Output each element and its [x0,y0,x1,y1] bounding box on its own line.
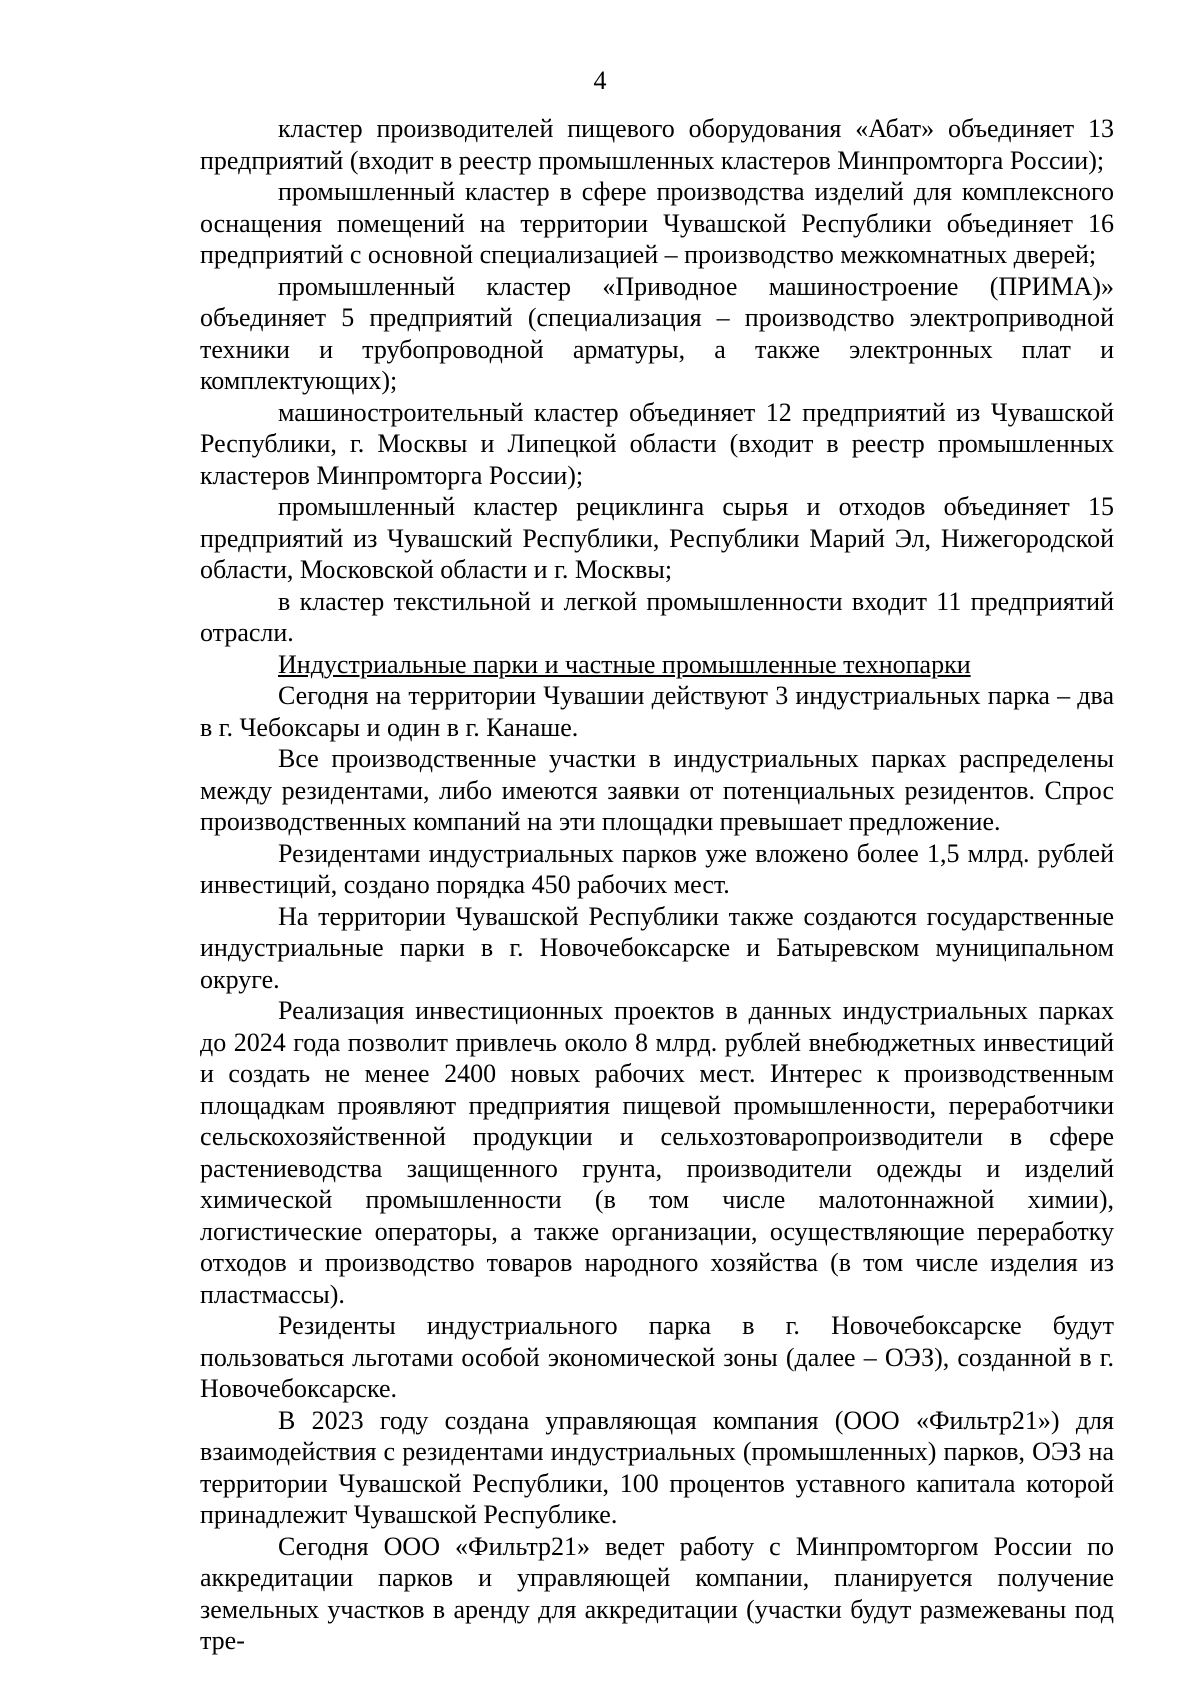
section-heading [200,649,1114,681]
paragraph-cluster-prima: промышленный кластер «Приводное машиностроение (ПРИМА)» объединяет 5 предприятий (специализация – производство электроприводной техники и трубопроводной арматуры, а также электронных плат и комплектующих); [200,271,1114,395]
paragraph-parks-investments: Резидентами индустриальных парков уже вложено более 1,5 млрд. рублей инвестиций, создано порядка 450 рабочих мест. [200,838,1114,899]
paragraph-oez-benefits: Резиденты индустриального парка в г. Новочебоксарске будут пользоваться льготами особой экономической зоны (далее – ОЭЗ), созданной в г. Новочебоксарске. [200,1311,1114,1403]
section-heading-text: Индустриальные парки и частные промышленные технопарки [278,649,971,679]
paragraph-management-company: В 2023 году создана управляющая компания (ООО «Фильтр21») для взаимодействия с резидентами индустриальных (промышленных) парков, ОЭЗ на территории Чувашской Республики, 100 процентов уставного капитала которой принадлежит Чувашской Республике. [200,1405,1114,1529]
paragraph-parks-residents: Все производственные участки в индустриальных парках распределены между резидентами, либо имеются заявки от потенциальных резидентов. Спрос производственных компаний на эти площадки превышает предложение. [200,744,1114,836]
paragraph-cluster-abat: кластер производителей пищевого оборудования «Абат» объединяет 13 предприятий (входит в реестр промышленных кластеров Минпромторга России); [200,114,1114,175]
paragraph-parks-count: Сегодня на территории Чувашии действуют 3 индустриальных парка – два в г. Чебоксары и один в г. Канаше. [200,681,1114,742]
paragraph-cluster-recycling: промышленный кластер рециклинга сырья и отходов объединяет 15 предприятий из Чувашский Республики, Республики Марий Эл, Нижегородской области, Московской области и г. Москвы; [200,492,1114,584]
paragraph-projects-realization: Реализация инвестиционных проектов в данных индустриальных парках до 2024 года позволит привлечь около 8 млрд. рублей внебюджетных инвестиций и создать не менее 2400 новых рабочих мест. Интерес к производственным площадкам проявляют предприятия пищевой промышленности, переработчики сельскохозяйственной продукции и сельхозтоваропроизводители в сфере растениеводства защищенного грунта, производители одежды и изделий химической промышленности (в том числе малотоннажной химии), логистические операторы, а также организации, осуществляющие переработку отходов и производство товаров народного хозяйства (в том числе изделия из пластмассы). [200,996,1114,1309]
paragraph-cluster-textile: в кластер текстильной и легкой промышленности входит 11 предприятий отрасли. [200,586,1114,647]
paragraph-cluster-machinery: машиностроительный кластер объединяет 12 предприятий из Чувашской Республики, г. Москвы и Липецкой области (входит в реестр промышленных кластеров Минпромторга России); [200,397,1114,490]
paragraph-cluster-interior: промышленный кластер в сфере производства изделий для комплексного оснащения помещений на территории Чувашской Республики объединяет 16 предприятий с основной специализацией – производство межкомнатных дверей; [200,177,1114,269]
page-number: 4 [593,66,607,95]
paragraph-accreditation: Сегодня ООО «Фильтр21» ведет работу с Минпромторгом России по аккредитации парков и управляющей компании, планируется получение земельных участков в аренду для аккредитации (участки будут размежеваны под тре- [200,1531,1114,1655]
paragraph-state-parks: На территории Чувашской Республики также создаются государственные индустриальные парки в г. Новочебоксарске и Батыревском муниципальном округе. [200,901,1114,994]
document-body [200,113,1114,1657]
